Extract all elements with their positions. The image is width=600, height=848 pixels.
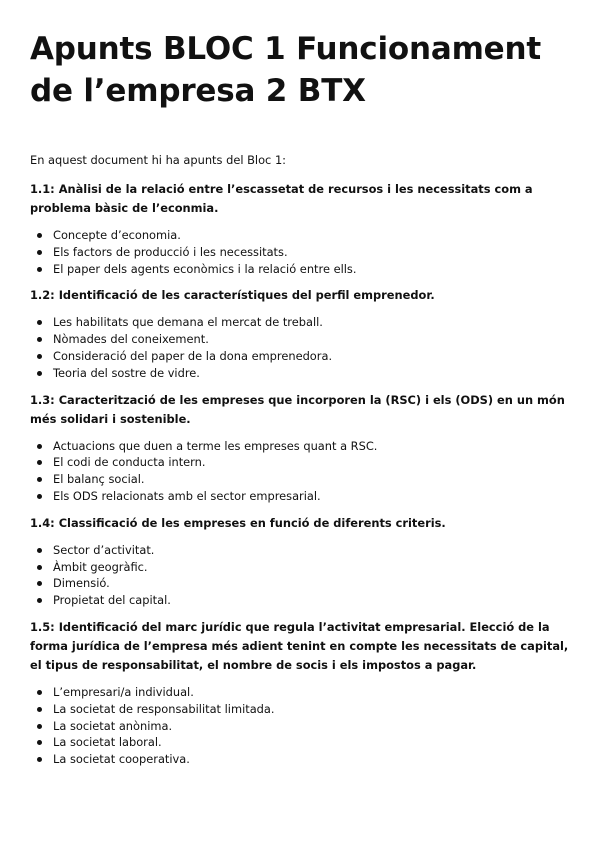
bullet-list <box>30 542 570 609</box>
section-heading: 1.1: Anàlisi de la relació entre l’escassetat de recursos i les necessitats com a problema bàsic de l’econmia. <box>30 182 533 215</box>
list-item-text: Teoria del sostre de vidre. <box>53 365 200 380</box>
bullet-icon <box>37 598 42 603</box>
list-item-text: Els ODS relacionats amb el sector empresarial. <box>53 488 321 503</box>
section-heading: 1.2: Identificació de les característiques del perfil emprenedor. <box>30 288 435 303</box>
list-item <box>53 559 570 576</box>
bullet-icon <box>37 250 42 255</box>
bullet-list <box>30 227 570 277</box>
section-heading: 1.4: Classificació de les empreses en funció de diferents criteris. <box>30 515 446 530</box>
list-item <box>53 701 570 718</box>
list-item <box>53 718 570 735</box>
sections-container <box>30 180 570 768</box>
bullet-icon <box>37 320 42 325</box>
list-item-text: Sector d’activitat. <box>53 542 155 557</box>
bullet-icon <box>37 444 42 449</box>
bullet-icon <box>37 690 42 695</box>
list-item-text: Propietat del capital. <box>53 593 171 608</box>
list-item <box>53 261 570 278</box>
list-item-text: El codi de conducta intern. <box>53 455 206 470</box>
list-item-text: Actuacions que duen a terme les empreses quant a RSC. <box>53 438 378 453</box>
bullet-icon <box>37 494 42 499</box>
bullet-icon <box>37 460 42 465</box>
bullet-icon <box>37 548 42 553</box>
bullet-list <box>30 684 570 768</box>
list-item <box>53 684 570 701</box>
list-item <box>53 438 570 455</box>
list-item <box>53 454 570 471</box>
list-item <box>53 751 570 768</box>
list-item <box>53 542 570 559</box>
bullet-icon <box>37 477 42 482</box>
bullet-icon <box>37 757 42 762</box>
list-item <box>53 488 570 505</box>
bullet-icon <box>37 724 42 729</box>
list-item-text: Àmbit geogràfic. <box>53 559 148 574</box>
list-item <box>53 314 570 331</box>
list-item-text: L’empresari/a individual. <box>53 684 194 699</box>
list-item-text: La societat cooperativa. <box>53 752 190 767</box>
bullet-icon <box>37 707 42 712</box>
list-item-text: La societat laboral. <box>53 735 162 750</box>
list-item <box>53 348 570 365</box>
list-item <box>53 331 570 348</box>
list-item-text: Nòmades del coneixement. <box>53 332 209 347</box>
list-item <box>53 244 570 261</box>
list-item-text: Els factors de producció i les necessitats. <box>53 244 288 259</box>
bullet-icon <box>37 581 42 586</box>
bullet-icon <box>37 371 42 376</box>
bullet-icon <box>37 740 42 745</box>
list-item-text: Dimensió. <box>53 576 110 591</box>
list-item <box>53 592 570 609</box>
list-item-text: La societat de responsabilitat limitada. <box>53 701 275 716</box>
list-item-text: La societat anònima. <box>53 718 173 733</box>
list-item <box>53 365 570 382</box>
list-item-text: El paper dels agents econòmics i la relació entre ells. <box>53 261 357 276</box>
intro-text: En aquest document hi ha apunts del Bloc 1: <box>30 153 287 167</box>
list-item-text: Les habilitats que demana el mercat de treball. <box>53 315 323 330</box>
list-item <box>53 471 570 488</box>
bullet-icon <box>37 565 42 570</box>
section-heading: 1.5: Identificació del marc jurídic que regula l’activitat empresarial. Elecció de la forma jurídica de l’empresa més adient tenint en compte les necessitats de capital, el tipus de responsabilitat, el nombre de socis i els impostos a pagar. <box>30 619 569 672</box>
list-item-text: Concepte d’economia. <box>53 228 181 242</box>
bullet-icon <box>37 337 42 342</box>
list-item-text: Consideració del paper de la dona emprenedora. <box>53 348 333 363</box>
list-item <box>53 734 570 751</box>
bullet-list <box>30 438 570 505</box>
list-item-text: El balanç social. <box>53 472 145 487</box>
bullet-icon <box>37 354 42 359</box>
list-item <box>53 227 570 244</box>
bullet-list <box>30 314 570 381</box>
document-title: Apunts BLOC 1 Funcionament de l’empresa 2 BTX <box>30 31 541 109</box>
bullet-icon <box>37 233 42 238</box>
section-heading: 1.3: Caracterització de les empreses que incorporen la (RSC) i els (ODS) en un món més solidari i sostenible. <box>30 392 565 426</box>
list-item <box>53 575 570 592</box>
bullet-icon <box>37 267 42 272</box>
